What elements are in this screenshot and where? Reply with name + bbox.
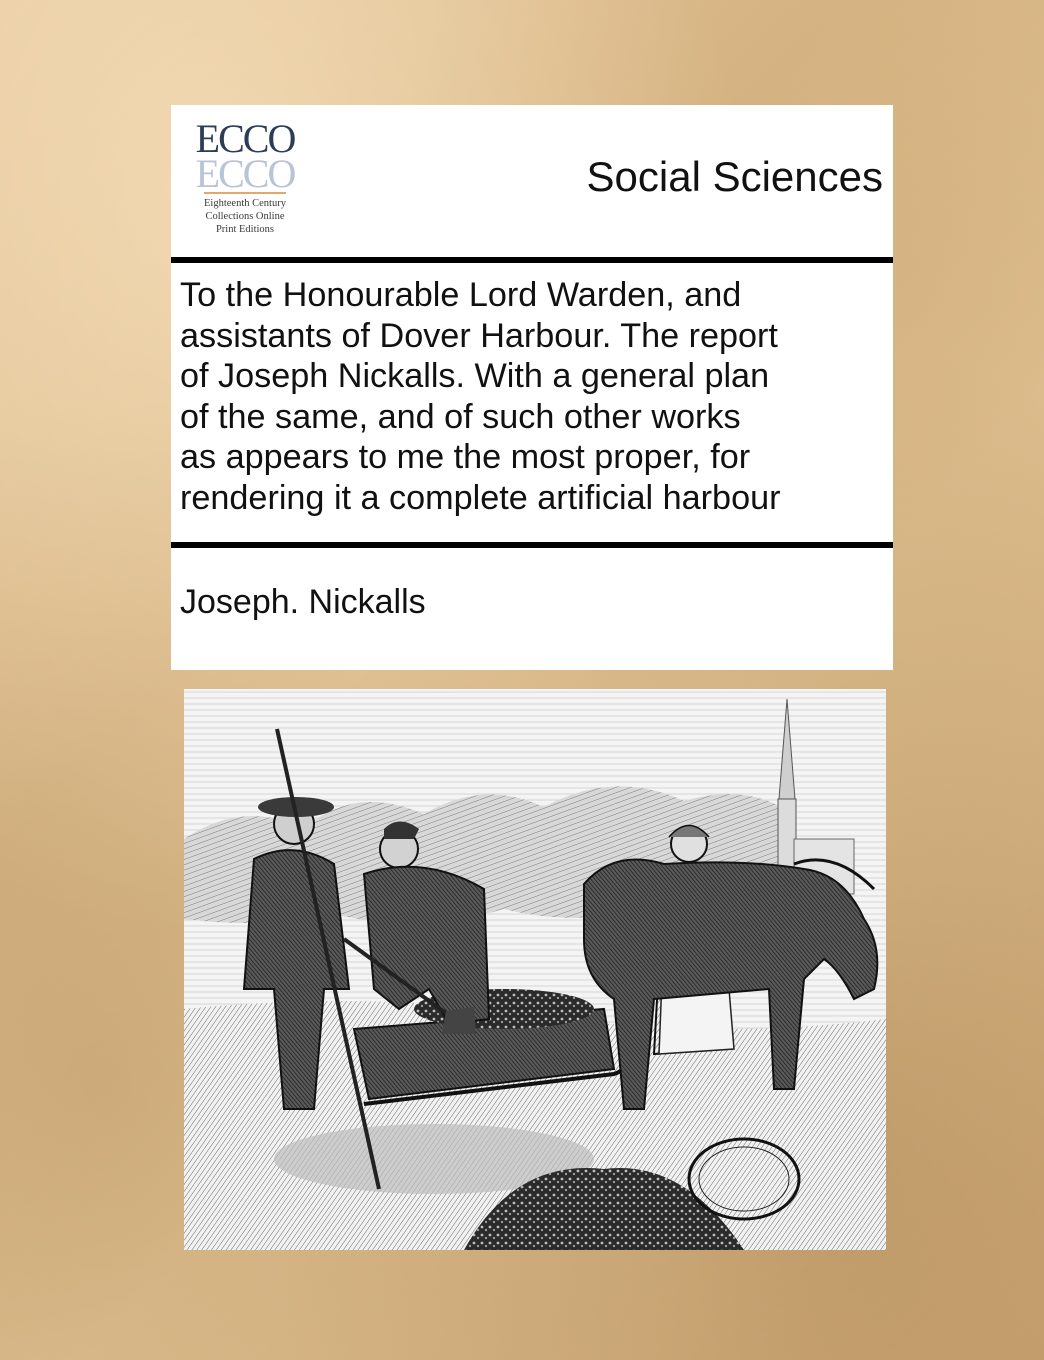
title-line-2: assistants of Dover Harbour. The report — [180, 316, 778, 355]
logo-mark: ECCO — [195, 116, 295, 161]
logo-line-1: Eighteenth Century — [204, 198, 286, 209]
series-name: Social Sciences — [586, 153, 883, 200]
logo-mark-reflection: ECCO — [195, 159, 295, 189]
middle-divider — [171, 542, 893, 548]
title-line-1: To the Honourable Lord Warden, and — [180, 276, 742, 314]
title-line-4: of the same, and of such other works — [180, 397, 741, 436]
title-line-5: as appears to me the most proper, for — [180, 438, 751, 476]
cover-engraving — [184, 689, 886, 1250]
ecco-logo — [189, 117, 301, 242]
logo-line-2: Collections Online — [205, 211, 285, 222]
logo-line-3: Print Editions — [215, 224, 275, 235]
author-name: Joseph. Nickalls — [180, 583, 426, 621]
logo-divider — [204, 192, 286, 194]
title-line-3: of Joseph Nickalls. With a general plan — [180, 357, 770, 395]
cover-panel — [171, 105, 893, 670]
book-title — [180, 275, 888, 518]
title-line-6: rendering it a complete artificial harbour — [180, 478, 781, 517]
top-divider — [171, 257, 893, 263]
